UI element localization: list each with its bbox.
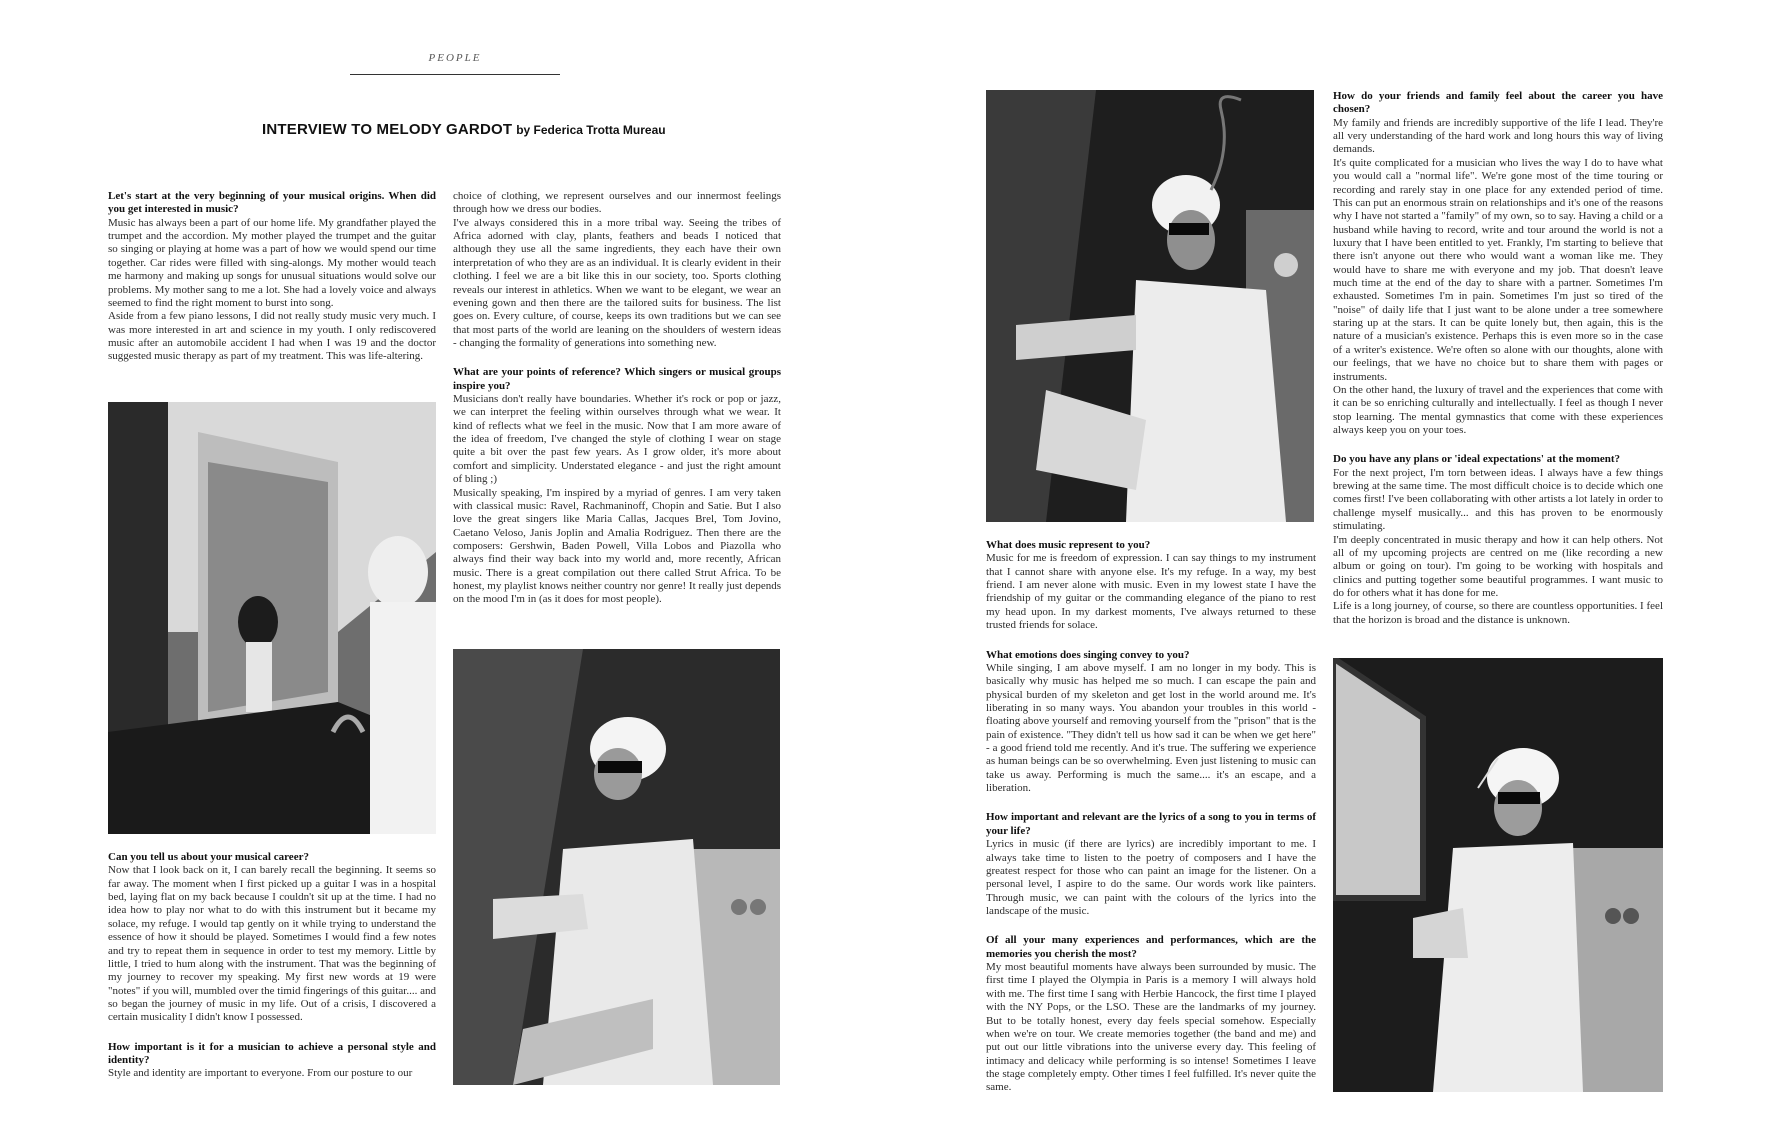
- article-headline: [262, 121, 666, 139]
- interview-answer: On the other hand, the luxury of travel and the experiences that come with it can be so enriching culturally and intellectually. I feel as though I never stop learning. The mental gymnastics that come with these experiences always keep you on your toes.: [1333, 383, 1663, 436]
- interview-answer: choice of clothing, we represent ourselves and our innermost feelings through how we dress our bodies.: [453, 190, 781, 216]
- photo-seated-cigarette: [453, 649, 780, 1085]
- text-column-1: [108, 190, 436, 380]
- photo-profile-cigarette: [1333, 658, 1663, 1092]
- interview-answer: My most beautiful moments have always been surrounded by music. The first time I played the Olympia in Paris is a memory I will always hold with me. The first time I sang with Herbie Hancock, the first time I played with the NY Pops, or the LSO. These are the landmarks of my journey. But to be totally honest, every day feels special somehow. Especially when we're on tour. We create memories together (the band and me) and put out our little vibrations into the universe every day. This feeling of intimacy and delicacy while performing is so intense! Sometimes I leave the stage completely empty. Other times I feel fulfilled. It's never quite the same.: [986, 961, 1316, 1094]
- article-byline: by Federica Trotta Mureau: [516, 123, 666, 137]
- interview-block: [108, 1041, 436, 1081]
- interview-answer: Musicians don't really have boundaries. Whether it's rock or pop or jazz, we can interpret the feeling within ourselves through what we wear. It kind of reflects what we feel in the music. Now that I am more aware of the idea of freedom, I've changed the style of clothing I wear on stage quite a bit over the past few years. As I grow older, it's more about comfort and simplicity. Understated elegance - and just the right amount of bling ;): [453, 393, 781, 486]
- interview-question: What does music represent to you?: [986, 539, 1151, 551]
- interview-answer: It's quite complicated for a musician who lives the way I do to have what you would call a "normal life". We're gone most of the time touring or recording and rarely stay in one place for any extended period of time. This can put an enormous strain on relationships and it's one of the reasons why I have not started a "family" of my own, so to say. Having a child or a husband while having to record, write and tour around the world is not a luxury that I have been entitled to yet. Frankly, I'm starting to believe that there isn't anyone out there who would want a woman like me. They would have to share me with everyone and my job. That doesn't leave much time at the end of the day to share with a partner. Sometimes I'm exhausted. Sometimes I'm in pain. Sometimes I'm just so tired of the "noise" of daily life that I just want to be alone under a tree somewhere staring up at the stars. It can be quite lonely but, then again, this is the nature of a musician's existence. Perhaps this is even more so in the case of a writer's existence. We're often so alone with our thoughts, alone with our feelings, that we have no choice but to share them with pages or instruments.: [1333, 156, 1663, 383]
- interview-question: How important and relevant are the lyrics of a song to you in terms of your life?: [986, 811, 1316, 837]
- photo-mirror: [108, 402, 436, 834]
- interview-block: [108, 190, 436, 364]
- interview-answer: My family and friends are incredibly supportive of the life I lead. They're all very understanding of the hard work and long hours this way of living demands.: [1333, 116, 1663, 156]
- photo-seated-smoke: [986, 90, 1314, 522]
- interview-answer: Musically speaking, I'm inspired by a myriad of genres. I am very taken with classical music: Ravel, Rachmaninoff, Chopin and Satie. But I also love the great singers like Maria Callas, Jacques Brel, Tom Jovino, Caetano Veloso, Janis Joplin and Amalia Rodriguez. Then there are the composers: Gershwin, Baden Powell, Villa Lobos and Piazolla who always find their way back into my world and, more recently, African music. There is a great compilation out there called Strut Africa. To be honest, my playlist knows neither country nor genre! It really just depends on the mood I'm in (as it does for most people).: [453, 486, 781, 606]
- interview-answer: Style and identity are important to everyone. From our posture to our: [108, 1067, 413, 1080]
- interview-answer: Music has always been a part of our home life. My grandfather played the trumpet and the accordion. My mother played the trumpet and the guitar so singing or playing at home was a part of how we would spend our time together. Car rides were filled with sing-alongs. My mother would teach me harmony and making up songs for unusual situations would solve our problems. My mother sang to me a lot. She had a lovely voice and always seemed to find the right moment to burst into song.: [108, 216, 436, 309]
- interview-answer: Aside from a few piano lessons, I did not really study music very much. I was more interested in art and science in my youth. I only rediscovered music after an automobile accident I had when I was 19 and the doctor suggested music therapy as part of my treatment. This was life-altering.: [108, 310, 436, 363]
- interview-block: [453, 366, 781, 606]
- interview-block: [1333, 453, 1663, 627]
- interview-question: How do your friends and family feel about the career you have chosen?: [1333, 90, 1663, 116]
- interview-answer: Life is a long journey, of course, so there are countless opportunities. I feel that the horizon is broad and the distance is unknown.: [1333, 600, 1663, 626]
- interview-answer: I'm deeply concentrated in music therapy and how it can help others. Not all of my upcoming projects are centred on me (like recording a new album or going on tour). I'm going to be working with hospitals and clinics and putting together some beautiful programmes. I want music to do for others what it has done for me.: [1333, 533, 1663, 599]
- interview-block: [453, 190, 781, 350]
- interview-question: Can you tell us about your musical career?: [108, 851, 309, 863]
- interview-block: [986, 539, 1316, 633]
- interview-block: [108, 851, 436, 1025]
- interview-answer: While singing, I am above myself. I am no longer in my body. This is basically why music has helped me so much. I can escape the pain and physical burden of my skeleton and get lost in the world around me. It's liberating in so many ways. You abandon your troubles in this world - floating above yourself and removing yourself from the "prison" that is the pain of existence. "They didn't tell us how sad it can be when we get here" - a good friend told me recently. And it's true. The suffering we experience as human beings can be so overwhelming. Even just listening to music can take us away. Performing is much the same.... it's an escape, and a liberation.: [986, 661, 1316, 795]
- interview-answer: I've always considered this in a more tribal way. Seeing the tribes of Africa adorned with clay, plants, feathers and beads I noticed that although they use all the same ingredients, they each have their own interpretation of who they are as an individual. It is clearly evident in their clothing. I feel we are a bit like this in our society, too. Sports clothing reveals our interest in athletics. When we want to be elegant, we wear an evening gown and then there are the tailored suits for business. The list goes on. Every culture, of course, keeps its own traditions but we can see that most parts of the world are leaning on the shoulders of western ideas - changing the formality of generations into something new.: [453, 216, 781, 349]
- interview-answer: Lyrics in music (if there are lyrics) are incredibly important to me. I always take time to listen to the poetry of composers and I have the greatest respect for those who can paint an image for the listener. On a personal level, I aspire to do the same. Our words work like painters. Through music, we can paint with the colours of the lyrics into the landscape of the music.: [986, 838, 1316, 917]
- text-column-2: [453, 190, 781, 623]
- interview-answer: Music for me is freedom of expression. I can say things to my instrument that I cannot share with anyone else. It's my refuge. In a way, my best friend. I am never alone with music. Even in my lowest state I have the friendship of my guitar or the commanding elegance of the piano to rest my head upon. In my darkest moments, I've always returned to these trusted friends for solace.: [986, 552, 1316, 632]
- text-column-1-continued: [108, 851, 436, 1097]
- interview-question: What emotions does singing convey to you?: [986, 648, 1190, 661]
- interview-question: What are your points of reference? Which singers or musical groups inspire you?: [453, 366, 781, 392]
- interview-question: How important is it for a musician to achieve a personal style and identity?: [108, 1040, 436, 1067]
- section-divider: [350, 74, 560, 75]
- interview-block: [986, 934, 1316, 1094]
- interview-answer: Now that I look back on it, I can barely recall the beginning. It seems so far away. The moment when I first picked up a guitar I was in a hospital bed, laying flat on my back because I couldn't sit up at the time. I had no idea how to play nor what to do with this instrument but it became my solace, my refuge. I would tap gently on it while trying to understand the essence of how it should be played. Sometimes I would find a few notes and try to repeat them in sequence in order to test my memory. Little by little, I tried to hum along with the instrument. That was the beginning of my journey to recover my speaking. My first new words at 19 were "notes" if you will, mumbled over the timid fingerings of this guitar.... and so began the journey of music in my life. Out of a crisis, I discovered a certain musicality I didn't know I possessed.: [108, 864, 436, 1024]
- section-label: PEOPLE: [428, 52, 482, 64]
- text-column-3: [986, 539, 1316, 1111]
- interview-question: Of all your many experiences and performances, which are the memories you cherish the most?: [986, 934, 1316, 960]
- interview-block: [1333, 90, 1663, 437]
- interview-question: Do you have any plans or 'ideal expectations' at the moment?: [1333, 453, 1621, 466]
- interview-block: [986, 649, 1316, 796]
- text-column-4: [1333, 90, 1663, 643]
- interview-block: [986, 811, 1316, 918]
- interview-question: Let's start at the very beginning of your musical origins. When did you get interested in music?: [108, 190, 436, 216]
- article-title: INTERVIEW TO MELODY GARDOT: [262, 121, 513, 138]
- interview-answer: For the next project, I'm torn between ideas. I always have a few things brewing at the same time. The most difficult choice is to decide which one comes first! I've been collaborating with other artists a lot lately in order to challenge myself musically... and this has proven to be enormously stimulating.: [1333, 466, 1663, 533]
